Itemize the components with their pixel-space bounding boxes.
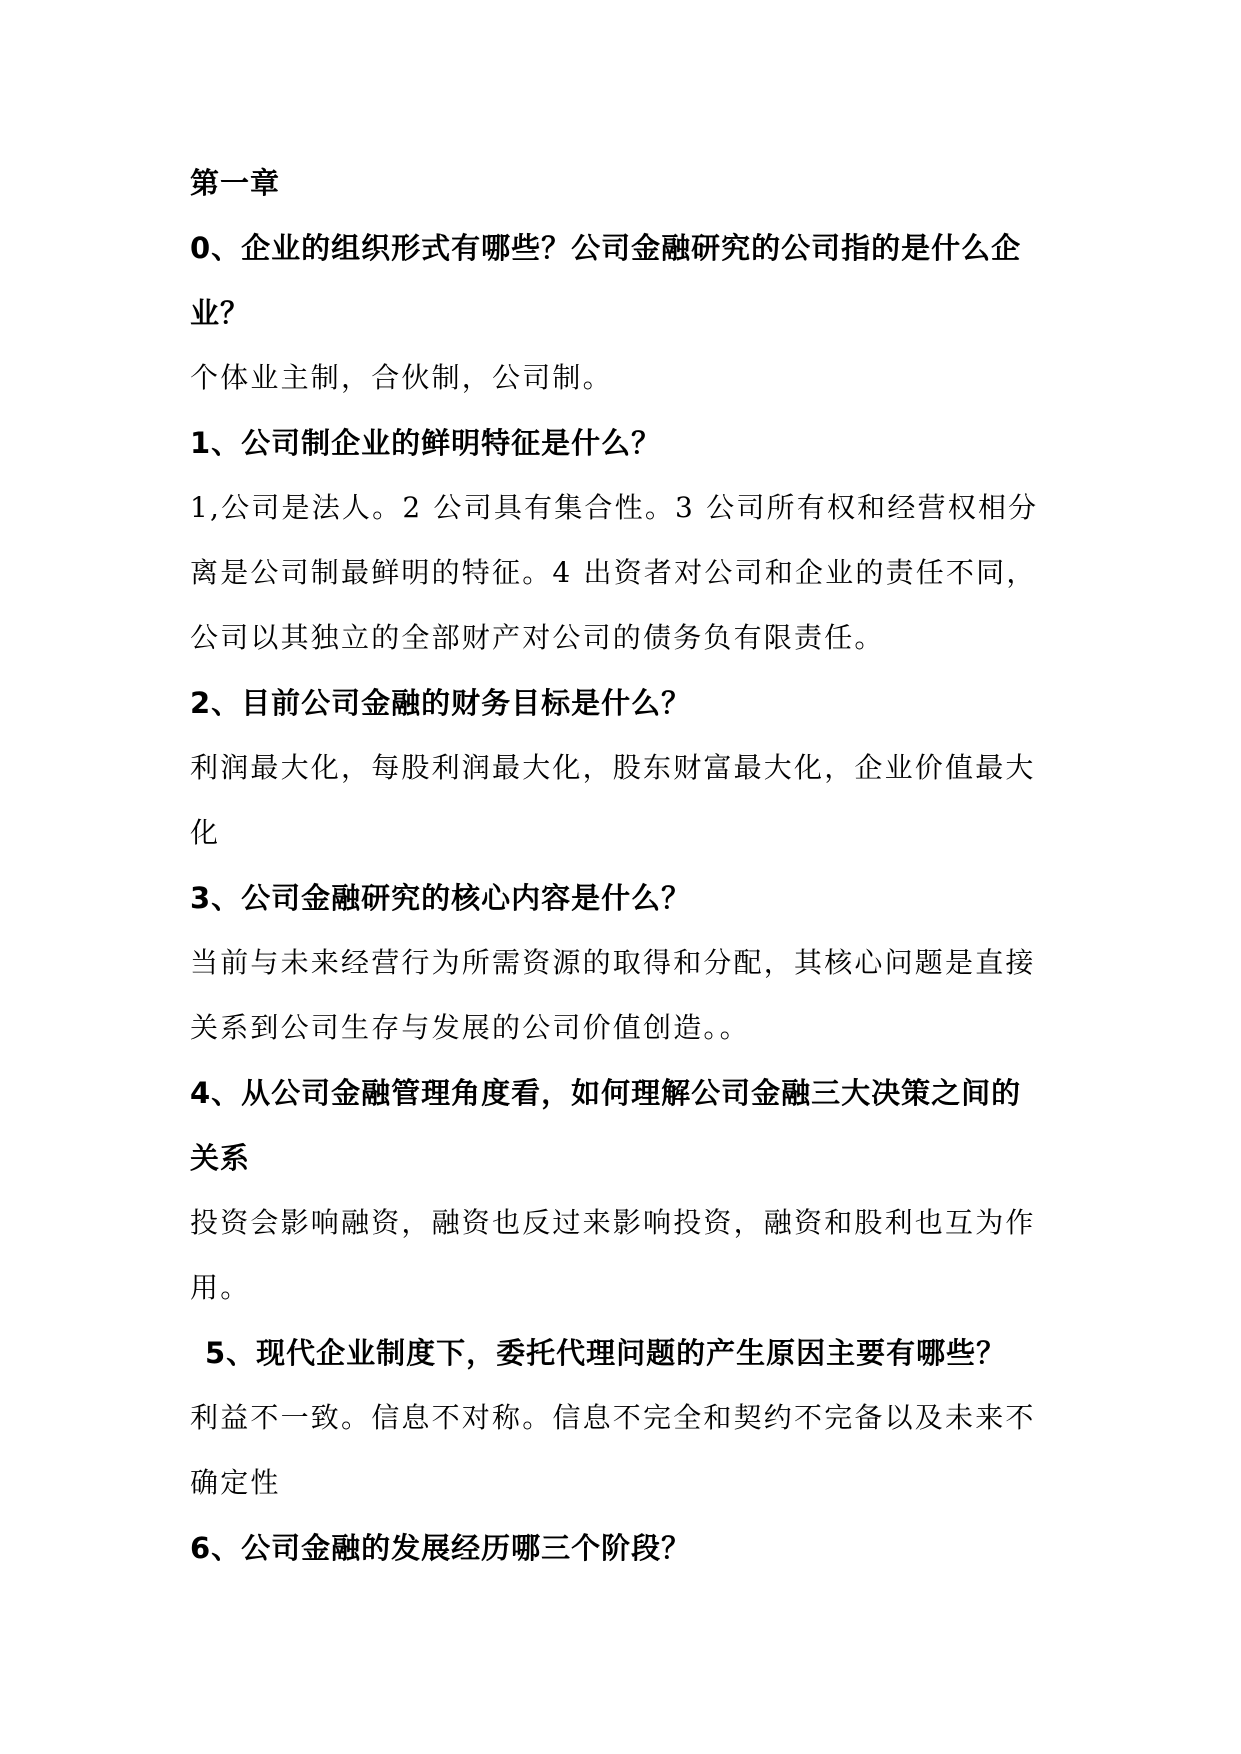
answer-2-line-1: 利润最大化，每股利润最大化，股东财富最大化，企业价值最大: [190, 751, 1036, 784]
answer-1-line-1: 1,公司是法人。2 公司具有集合性。3 公司所有权和经营权相分: [190, 491, 1039, 524]
answer-4-line-1: 投资会影响融资，融资也反过来影响投资，融资和股利也互为作: [190, 1206, 1036, 1239]
question-4-line-2: 关系: [190, 1141, 251, 1175]
answer-5-line-2: 确定性: [190, 1466, 281, 1499]
answer-4-line-2: 用。: [190, 1271, 251, 1304]
answer-3-line-1: 当前与未来经营行为所需资源的取得和分配，其核心问题是直接: [190, 946, 1036, 979]
question-0-line-2: 业？: [190, 296, 251, 330]
answer-3-line-2: 关系到公司生存与发展的公司价值创造。。: [190, 1011, 750, 1044]
answer-0-line-1: 个体业主制，合伙制，公司制。: [190, 361, 613, 394]
question-1: 1、公司制企业的鲜明特征是什么？: [190, 426, 662, 460]
question-2: 2、目前公司金融的财务目标是什么？: [190, 686, 692, 720]
question-3: 3、公司金融研究的核心内容是什么？: [190, 881, 692, 915]
question-6: 6、公司金融的发展经历哪三个阶段？: [190, 1531, 692, 1565]
answer-1-line-3: 公司以其独立的全部财产对公司的债务负有限责任。: [190, 621, 885, 654]
question-4-line-1: 4、从公司金融管理角度看，如何理解公司金融三大决策之间的: [190, 1076, 1022, 1110]
answer-2-line-2: 化: [190, 816, 221, 849]
question-5: 5、现代企业制度下，委托代理问题的产生原因主要有哪些？: [205, 1336, 1007, 1370]
chapter-title: 第一章: [190, 166, 281, 200]
answer-1-line-2: 离是公司制最鲜明的特征。4 出资者对公司和企业的责任不同，: [190, 556, 1037, 589]
question-0-line-1: 0、企业的组织形式有哪些？公司金融研究的公司指的是什么企: [190, 231, 1022, 265]
answer-5-line-1: 利益不一致。信息不对称。信息不完全和契约不完备以及未来不: [190, 1401, 1036, 1434]
